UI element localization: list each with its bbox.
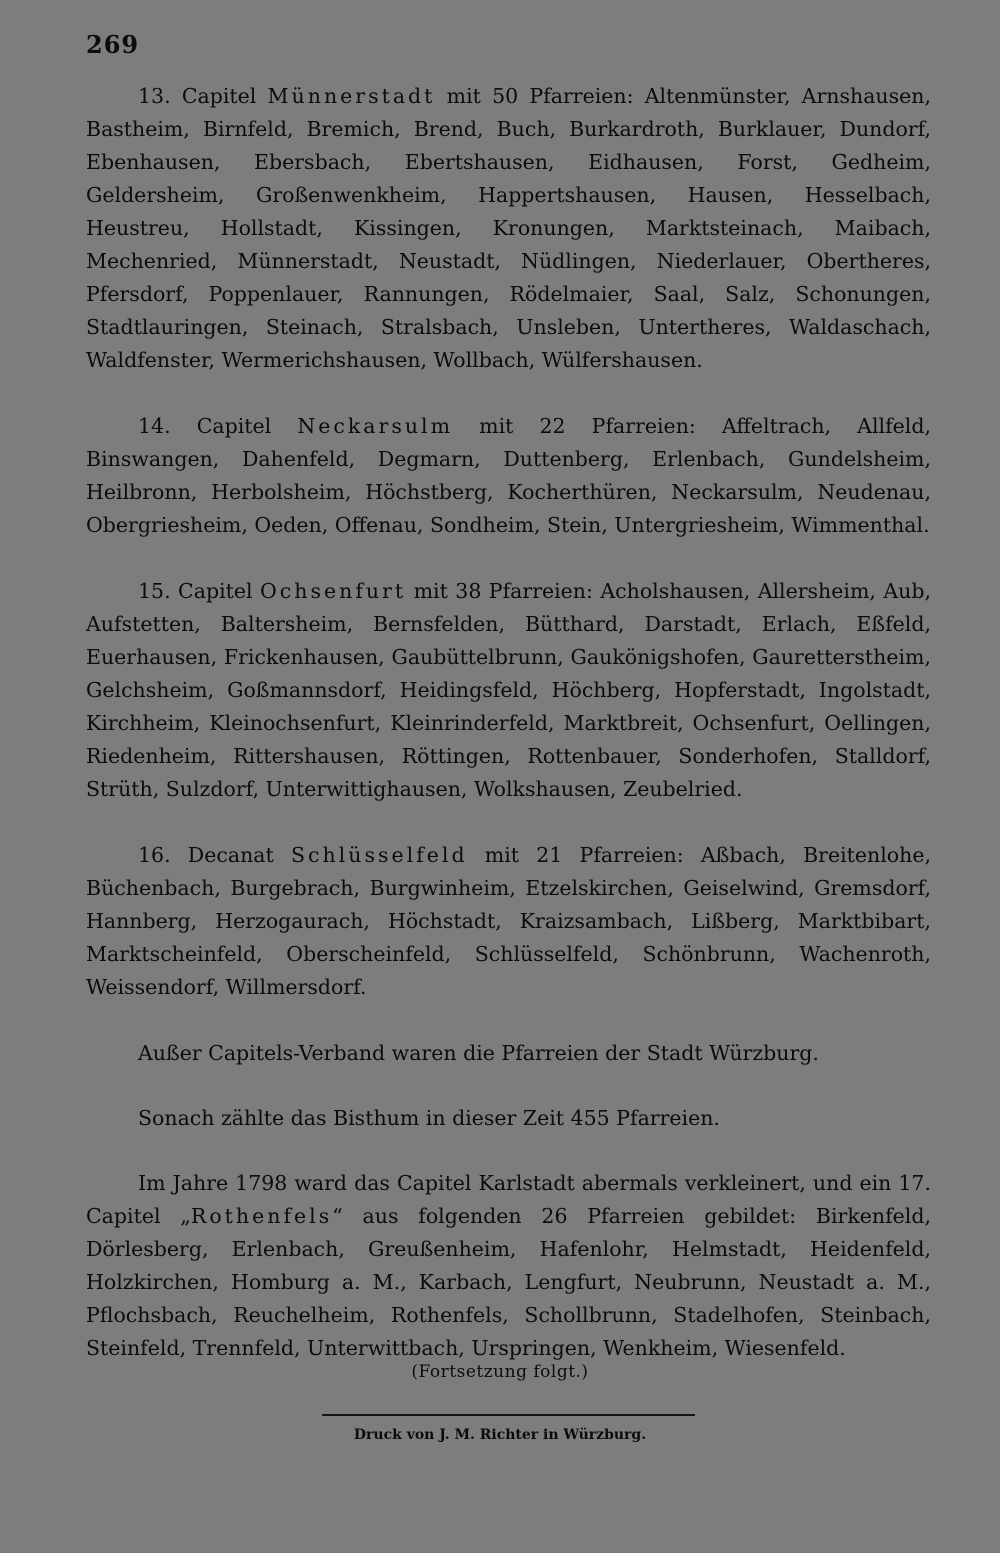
paragraph-capitel-15 [86, 575, 931, 806]
paragraph-body: mit 50 Pfarreien: Altenmünster, Arnshausen, Bastheim, Birnfeld, Bremich, Brend, Buch, Burkardroth, Burklauer, Dundorf, Ebenhausen, Ebersbach, Ebertshausen, Eidhausen, Forst, Gedheim, Geldersheim, Großenwenkheim, Happertshausen, Hausen, Hesselbach, Heustreu, Hollstadt, Kissingen, Kronungen, Marktsteinach, Maibach, Mechenried, Münnerstadt, Neustadt, Nüdlingen, Niederlauer, Obertheres, Pfersdorf, Poppenlauer, Rannungen, Rödelmaier, Saal, Salz, Schonungen, Stadtlauringen, Steinach, Stralsbach, Unsleben, Untertheres, Waldaschach, Waldfenster, Wermerichshausen, Wollbach, Wülfershausen. [86, 84, 931, 372]
paragraph-body: “ aus folgenden 26 Pfarreien gebildet: Birkenfeld, Dörlesberg, Erlenbach, Greußenheim, Hafenlohr, Helmstadt, Heidenfeld, Holzkirchen, Homburg a. M., Karbach, Lengfurt, Neubrunn, Neustadt a. M., Pflochsbach, Reuchelheim, Rothenfels, Schollbrunn, Stadelhofen, Steinbach, Steinfeld, Trennfeld, Unterwittbach, Urspringen, Wenkheim, Wiesenfeld. [86, 1204, 931, 1360]
paragraph-lead: 16. Decanat [138, 843, 291, 867]
paragraph-decanat-16 [86, 839, 931, 1004]
paragraph-lead: 15. Capitel [138, 579, 260, 603]
spaced-place-name: Schlüsselfeld [290, 843, 468, 867]
continuation-note: (Fortsetzung folgt.) [411, 1362, 589, 1382]
paragraph-year-1798 [86, 1167, 931, 1365]
paragraph-capitel-14 [86, 410, 931, 542]
body-text [86, 80, 931, 1398]
paragraph-lead: 14. Capitel [138, 414, 298, 438]
spaced-place-name: Neckarsulm [297, 414, 454, 438]
paragraph-sonach: Sonach zählte das Bisthum in dieser Zeit 455 Pfarreien. [138, 1106, 720, 1130]
paragraph-lead: 13. Capitel [138, 84, 268, 108]
spaced-place-name: Münnerstadt [267, 84, 436, 108]
paragraph-body: mit 21 Pfarreien: Aßbach, Breitenlohe, Büchenbach, Burgebrach, Burgwinheim, Etzelskirchen, Geiselwind, Gremsdorf, Hannberg, Herzogaurach, Höchstadt, Kraizsambach, Lißberg, Marktbibart, Marktscheinfeld, Oberscheinfeld, Schlüsselfeld, Schönbrunn, Wachenroth, Weissendorf, Willmersdorf. [86, 843, 931, 999]
paragraph-body: mit 38 Pfarreien: Acholshausen, Allersheim, Aub, Aufstetten, Baltersheim, Bernsfelden, Bütthard, Darstadt, Erlach, Eßfeld, Euerhausen, Frickenhausen, Gaubüttelbrunn, Gaukönigshofen, Gauretterstheim, Gelchsheim, Goßmannsdorf, Heidingsfeld, Höchberg, Hopferstadt, Ingolstadt, Kirchheim, Kleinochsenfurt, Kleinrinderfeld, Marktbreit, Ochsenfurt, Oellingen, Riedenheim, Rittershausen, Röttingen, Rottenbauer, Sonderhofen, Stalldorf, Strüth, Sulzdorf, Unterwittighausen, Wolkshausen, Zeubelried. [86, 579, 931, 801]
paragraph-body: mit 22 Pfarreien: Affeltrach, Allfeld, Binswangen, Dahenfeld, Degmarn, Duttenberg, Erlenbach, Gundelsheim, Heilbronn, Herbolsheim, Höchstberg, Kocherthüren, Neckarsulm, Neudenau, Obergriesheim, Oeden, Offenau, Sondheim, Stein, Untergriesheim, Wimmenthal. [86, 414, 931, 537]
paragraph-lead: Im Jahre 1798 ward das Capitel Karlstadt abermals verkleinert, und ein 17. Capitel „ [86, 1171, 931, 1228]
spaced-place-name: Ochsenfurt [259, 579, 407, 603]
paragraph-ausser-verband: Außer Capitels-Verband waren die Pfarreien der Stadt Würzburg. [138, 1041, 819, 1065]
footer-divider [322, 1414, 695, 1416]
spaced-place-name: Rothenfels [190, 1204, 333, 1228]
printer-imprint: Druck von J. M. Richter in Würzburg. [353, 1427, 647, 1443]
page-number: 269 [86, 30, 140, 59]
paragraph-capitel-13 [86, 80, 931, 377]
